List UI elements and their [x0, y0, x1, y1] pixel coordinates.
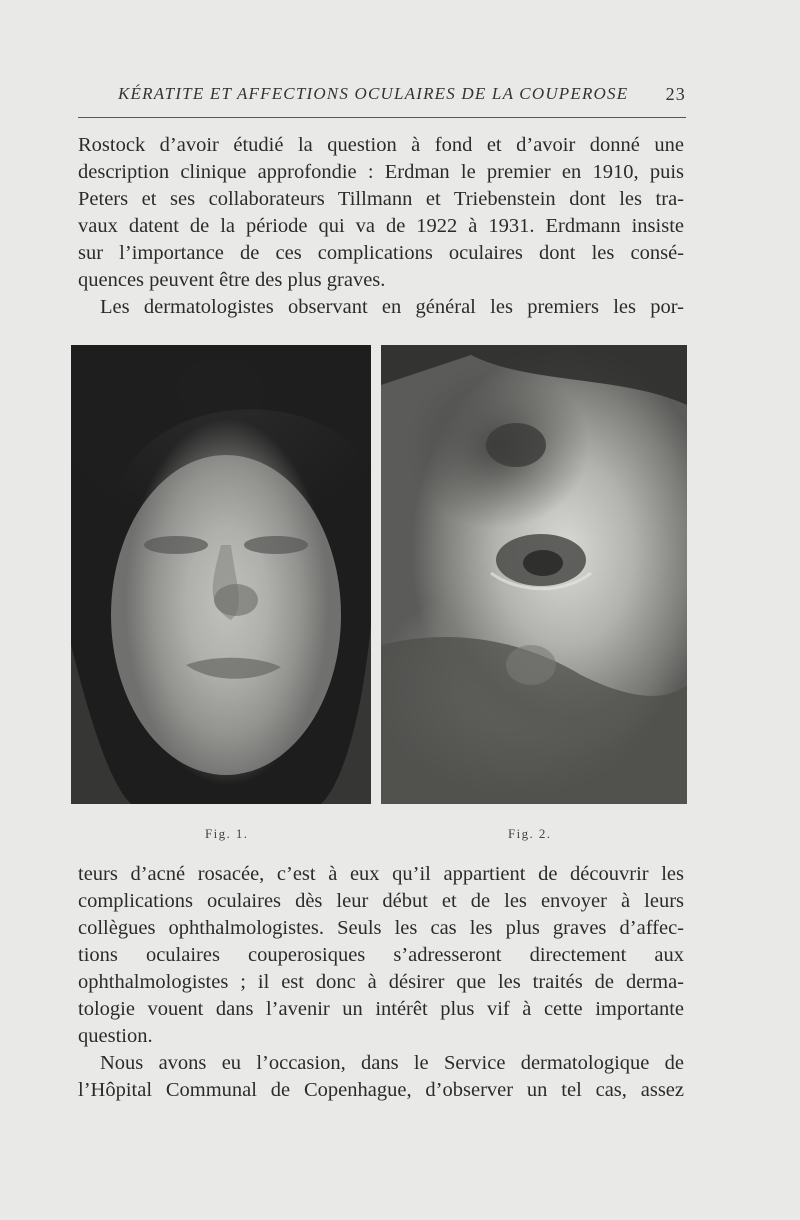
figure-1-photo	[71, 345, 371, 804]
paragraph-2	[78, 861, 684, 1104]
text-line: complications oculaires dès leur début et de les envoyer à leurs	[78, 890, 684, 912]
text-line: question.	[78, 1025, 153, 1047]
running-head	[78, 84, 686, 110]
text-line: teurs d’acné rosacée, c’est à eux qu’il appartient de découvrir les	[78, 863, 684, 885]
text-line: tologie vouent dans l’avenir un intérêt plus vif à cette importante	[78, 998, 684, 1020]
text-line: ophthalmologistes ; il est donc à désirer que les traités de derma-	[78, 971, 684, 993]
text-line: Les dermatologistes observant en général les premiers les por-	[100, 296, 684, 318]
text-line: description clinique approfondie : Erdman le premier en 1910, puis	[78, 161, 684, 183]
paragraph-1	[78, 132, 684, 321]
eye-closeup-illustration	[381, 345, 687, 804]
portrait-illustration	[71, 345, 371, 804]
figure-2-photo	[381, 345, 687, 804]
text-line: Nous avons eu l’occasion, dans le Service dermatologique de	[100, 1052, 684, 1074]
figure-1-caption: Fig. 1.	[205, 826, 249, 841]
page-number: 23	[665, 84, 686, 104]
text-line: quences peuvent être des plus graves.	[78, 269, 386, 291]
figure-2-caption: Fig. 2.	[508, 826, 552, 841]
text-line: Peters et ses collaborateurs Tillmann et Triebenstein dont les tra-	[78, 188, 684, 210]
text-line: l’Hôpital Communal de Copenhague, d’observer un tel cas, assez	[78, 1079, 684, 1101]
running-title: KÉRATITE ET AFFECTIONS OCULAIRES DE LA COUPEROSE	[118, 84, 629, 103]
header-rule	[78, 117, 686, 118]
text-line: collègues ophthalmologistes. Seuls les cas les plus graves d’affec-	[78, 917, 684, 939]
text-line: vaux datent de la période qui va de 1922 à 1931. Erdmann insiste	[78, 215, 684, 237]
text-line: tions oculaires couperosiques s’adresseront directement aux	[78, 944, 684, 966]
text-line: Rostock d’avoir étudié la question à fond et d’avoir donné une	[78, 134, 684, 156]
text-line: sur l’importance de ces complications oculaires dont les consé-	[78, 242, 684, 264]
